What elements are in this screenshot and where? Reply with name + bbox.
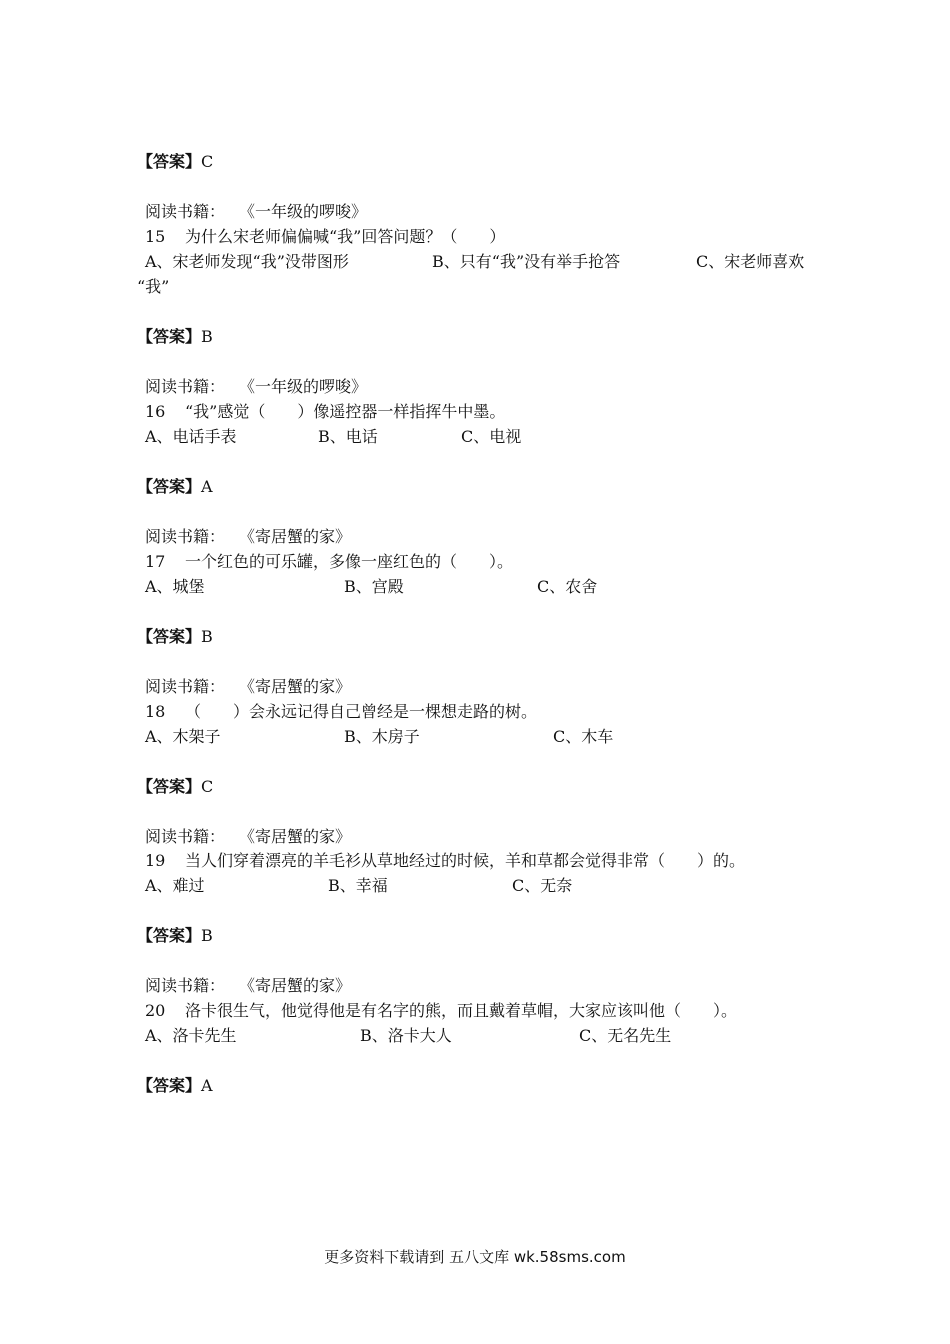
option-c-continuation: “我”	[137, 277, 170, 296]
option-c: C、木车	[553, 727, 614, 746]
answer-value: B	[201, 926, 213, 945]
answer-value: B	[201, 627, 213, 646]
answer-label: 答案	[153, 1076, 186, 1095]
book-prefix: 阅读书籍：	[145, 527, 226, 546]
answer-label: 答案	[153, 777, 186, 796]
answer-line	[137, 926, 213, 946]
answer-label: 答案	[153, 627, 186, 646]
answer-value: C	[201, 152, 214, 171]
book-title: 《一年级的啰唆》	[247, 377, 368, 396]
option-a: A、洛卡先生	[145, 1026, 237, 1045]
book-line	[145, 377, 367, 397]
option-a: A、电话手表	[145, 427, 237, 446]
answer-label: 答案	[153, 477, 186, 496]
option-b: B、电话	[318, 427, 378, 446]
question-line	[145, 402, 505, 422]
option-c: C、无奈	[512, 876, 573, 895]
answer-label: 答案	[153, 926, 186, 945]
option-c: C、无名先生	[579, 1026, 672, 1045]
option-b: B、洛卡大人	[360, 1026, 452, 1045]
answer-bracket-open: 【	[137, 926, 154, 945]
option-b: B、宫殿	[344, 577, 404, 596]
answer-value: C	[201, 777, 214, 796]
book-line	[145, 827, 351, 847]
book-line	[145, 202, 367, 222]
book-title: 《寄居蟹的家》	[247, 827, 352, 846]
book-title: 《寄居蟹的家》	[247, 677, 352, 696]
answer-line	[137, 627, 213, 647]
question-number: 20	[145, 1001, 166, 1020]
option-c: C、农舍	[537, 577, 598, 596]
book-prefix: 阅读书籍：	[145, 677, 226, 696]
answer-bracket-close: 】	[185, 327, 202, 346]
question-text: 当人们穿着漂亮的羊毛衫从草地经过的时候，羊和草都会觉得非常（ ）的。	[185, 851, 746, 870]
option-b: B、木房子	[344, 727, 420, 746]
answer-label: 答案	[153, 152, 186, 171]
option-a: A、难过	[145, 876, 205, 895]
book-title: 《寄居蟹的家》	[247, 527, 352, 546]
footer-link[interactable]: 更多资料下载请到 五八文库 wk.58sms.com	[324, 1248, 626, 1266]
question-line	[145, 851, 745, 871]
answer-value: A	[201, 1076, 213, 1095]
book-line	[145, 976, 351, 996]
answer-bracket-close: 】	[185, 152, 202, 171]
question-text: 洛卡很生气，他觉得他是有名字的熊，而且戴着草帽，大家应该叫他（ ）。	[185, 1001, 738, 1020]
answer-bracket-close: 】	[185, 1076, 202, 1095]
book-prefix: 阅读书籍：	[145, 976, 226, 995]
answer-label: 答案	[153, 327, 186, 346]
answer-bracket-close: 】	[185, 627, 202, 646]
book-title: 《一年级的啰唆》	[247, 202, 368, 221]
answer-line	[137, 1076, 213, 1096]
question-line	[145, 1001, 737, 1021]
question-line	[145, 702, 537, 722]
question-line	[145, 552, 513, 572]
book-prefix: 阅读书籍：	[145, 827, 226, 846]
question-number: 15	[145, 227, 166, 246]
answer-bracket-open: 【	[137, 152, 154, 171]
book-prefix: 阅读书籍：	[145, 377, 226, 396]
answer-line	[137, 152, 213, 172]
question-number: 19	[145, 851, 166, 870]
answer-line	[137, 477, 213, 497]
book-title: 《寄居蟹的家》	[247, 976, 352, 995]
question-number: 18	[145, 702, 166, 721]
option-c: C、电视	[461, 427, 522, 446]
answer-bracket-close: 】	[185, 926, 202, 945]
option-c: C、宋老师喜欢	[696, 252, 805, 271]
answer-bracket-close: 】	[185, 477, 202, 496]
answer-bracket-open: 【	[137, 327, 154, 346]
book-prefix: 阅读书籍：	[145, 202, 226, 221]
question-number: 16	[145, 402, 166, 421]
answer-line	[137, 777, 213, 797]
question-line	[145, 227, 505, 247]
book-line	[145, 677, 351, 697]
option-a: A、木架子	[145, 727, 221, 746]
question-text: “我”感觉（ ）像遥控器一样指挥牛中墨。	[185, 402, 506, 421]
option-b: B、只有“我”没有举手抢答	[432, 252, 621, 271]
question-text: 为什么宋老师偏偏喊“我”回答问题？（ ）	[185, 227, 506, 246]
answer-value: B	[201, 327, 213, 346]
answer-bracket-open: 【	[137, 777, 154, 796]
option-b: B、幸福	[328, 876, 388, 895]
option-a: A、宋老师发现“我”没带图形	[145, 252, 349, 271]
answer-line	[137, 327, 213, 347]
answer-bracket-open: 【	[137, 477, 154, 496]
question-number: 17	[145, 552, 166, 571]
question-text: （ ）会永远记得自己曾经是一棵想走路的树。	[185, 702, 538, 721]
answer-value: A	[201, 477, 213, 496]
answer-bracket-close: 】	[185, 777, 202, 796]
question-text: 一个红色的可乐罐，多像一座红色的（ ）。	[185, 552, 514, 571]
option-a: A、城堡	[145, 577, 205, 596]
answer-bracket-open: 【	[137, 627, 154, 646]
answer-bracket-open: 【	[137, 1076, 154, 1095]
book-line	[145, 527, 351, 547]
